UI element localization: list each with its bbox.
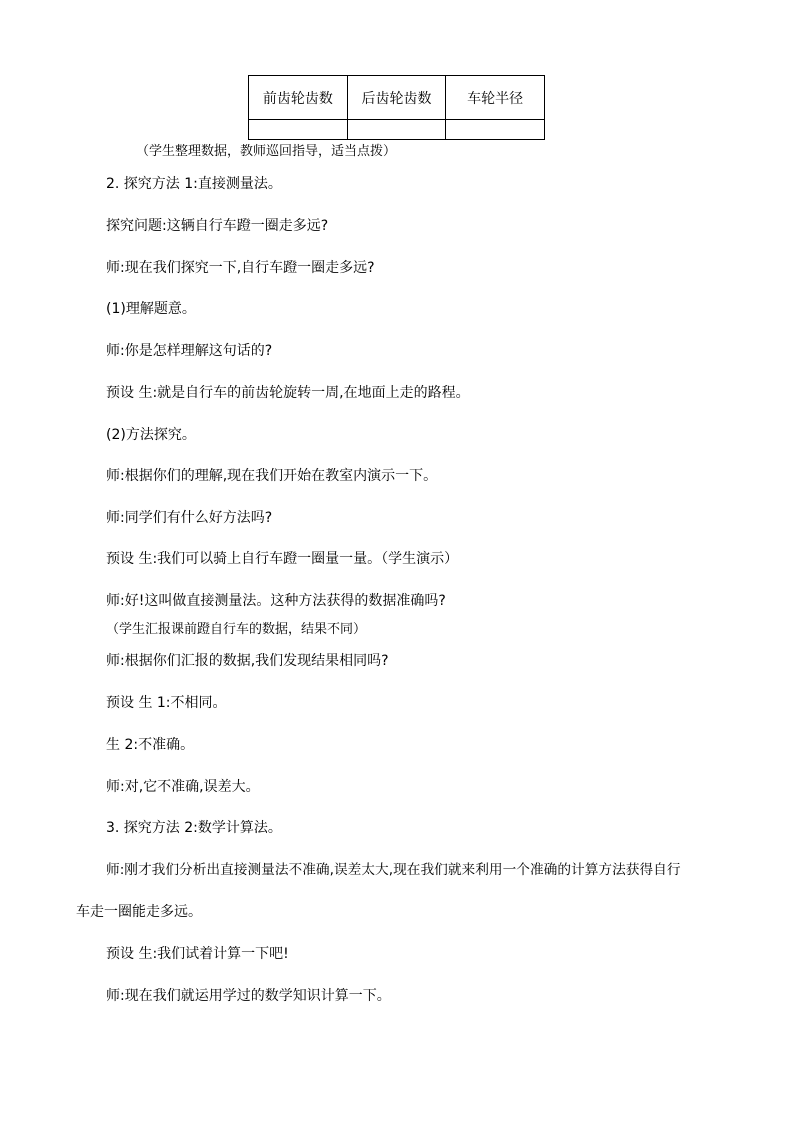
paragraph: 预设 生:就是自行车的前齿轮旋转一周,在地面上走的路程。 <box>106 385 470 401</box>
paragraph: 师:对,它不准确,误差大。 <box>106 779 260 795</box>
paragraph: 师:根据你们的理解,现在我们开始在教室内演示一下。 <box>106 468 438 484</box>
paragraph: 师:现在我们探究一下,自行车蹬一圈走多远? <box>106 260 375 276</box>
paragraph: (2)方法探究。 <box>106 427 196 443</box>
table-cell <box>347 120 446 140</box>
paragraph: 探究问题:这辆自行车蹬一圈走多远? <box>106 218 329 234</box>
paragraph: 师:同学们有什么好方法吗? <box>106 510 273 526</box>
paragraph: 预设 生 1:不相同。 <box>106 695 227 711</box>
header-front-gear-teeth: 前齿轮齿数 <box>249 76 348 120</box>
paragraph: 师:好!这叫做直接测量法。这种方法获得的数据准确吗? <box>106 593 446 609</box>
paragraph: 生 2:不准确。 <box>106 737 195 753</box>
paragraph: 师:刚才我们分析出直接测量法不准确,误差太大,现在我们就来利用一个准确的计算方法获得自行 <box>106 862 681 878</box>
note-student-report: （学生汇报课前蹬自行车的数据，结果不同） <box>106 622 367 637</box>
bicycle-data-table <box>248 75 545 140</box>
table-header-row <box>249 76 545 120</box>
header-rear-gear-teeth: 后齿轮齿数 <box>347 76 446 120</box>
section-heading-method-1: 2. 探究方法 1:直接测量法。 <box>106 176 282 192</box>
note-organize-data: （学生整理数据，教师巡回指导，适当点拨） <box>136 144 397 159</box>
paragraph-continuation: 车走一圈能走多远。 <box>76 904 202 920</box>
paragraph: 师:现在我们就运用学过的数学知识计算一下。 <box>106 988 391 1004</box>
table-cell <box>249 120 348 140</box>
paragraph: 预设 生:我们可以骑上自行车蹬一圈量一量。（学生演示） <box>106 551 459 567</box>
paragraph: 预设 生:我们试着计算一下吧! <box>106 946 289 962</box>
section-heading-method-2: 3. 探究方法 2:数学计算法。 <box>106 820 282 836</box>
paragraph: (1)理解题意。 <box>106 301 196 317</box>
table-cell <box>446 120 545 140</box>
paragraph: 师:根据你们汇报的数据,我们发现结果相同吗? <box>106 653 389 669</box>
paragraph: 师:你是怎样理解这句话的? <box>106 343 273 359</box>
table-row <box>249 120 545 140</box>
header-wheel-radius: 车轮半径 <box>446 76 545 120</box>
